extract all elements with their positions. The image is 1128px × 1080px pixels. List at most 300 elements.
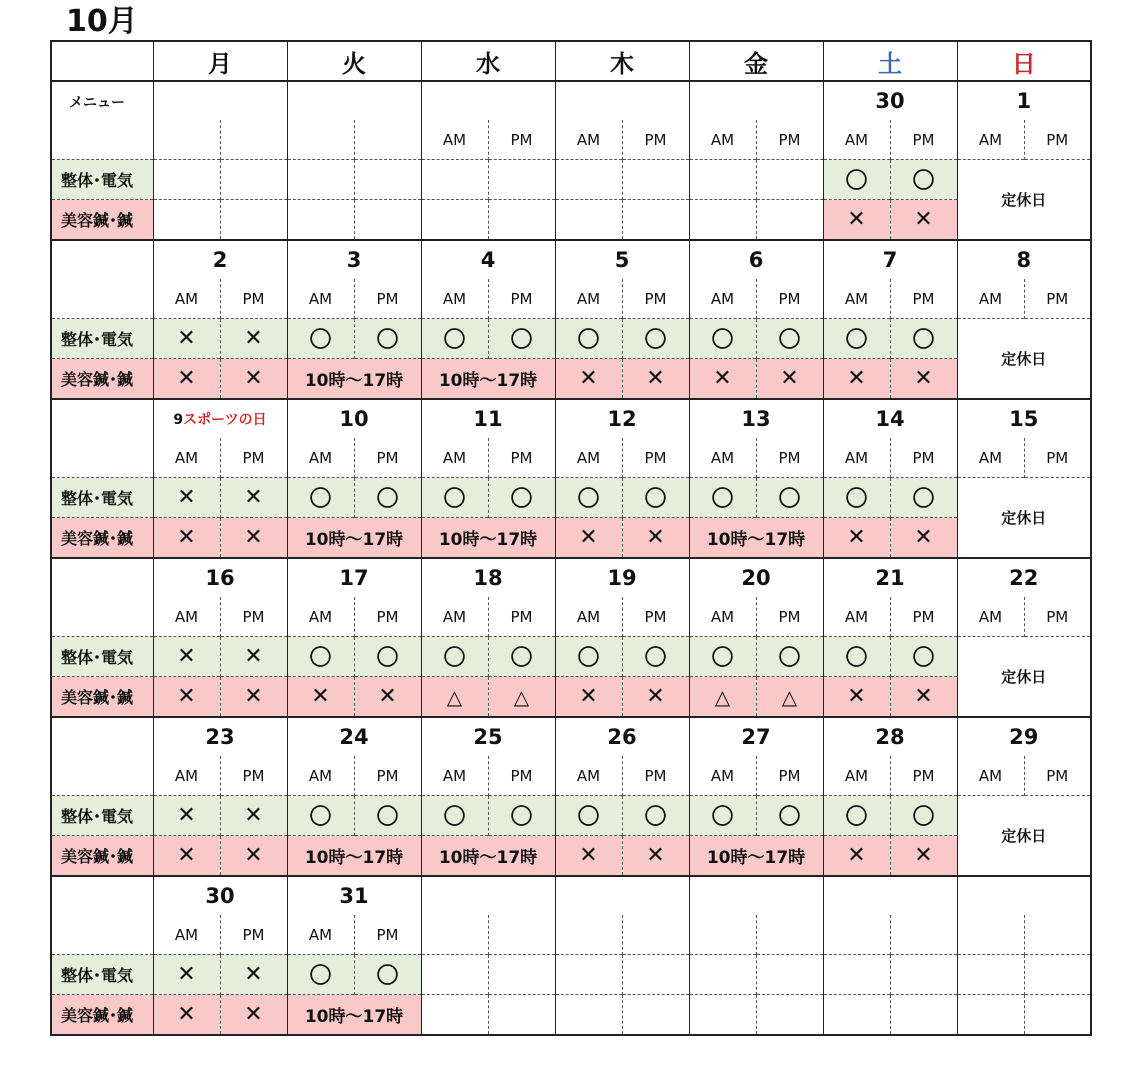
schedule-calendar: [50, 40, 1092, 1036]
menu-label-cell: メニュー: [51, 81, 153, 160]
availability-mark: △: [421, 677, 488, 718]
pm-label: PM: [220, 915, 287, 955]
availability-mark: ✕: [622, 836, 689, 877]
pm-label: [220, 120, 287, 160]
pm-label: [756, 915, 823, 955]
closed-day-cell: 定休日: [957, 319, 1091, 400]
date-cell: 29: [957, 717, 1091, 756]
availability-mark: ✕: [153, 359, 220, 400]
date-cell: 8: [957, 240, 1091, 279]
am-label: AM: [287, 597, 354, 637]
availability-mark: ✕: [220, 955, 287, 995]
date-cell: 20: [689, 558, 823, 597]
am-label: [421, 915, 488, 955]
availability-mark: ✕: [153, 995, 220, 1036]
service-label-seitai: 整体･電気: [51, 796, 153, 836]
service-label-seitai: 整体･電気: [51, 478, 153, 518]
am-label: AM: [689, 597, 756, 637]
service-label-biyoshin: 美容鍼･鍼: [51, 836, 153, 877]
am-label: AM: [287, 438, 354, 478]
hours-cell: 10時～17時: [421, 359, 555, 400]
am-label: AM: [555, 438, 622, 478]
empty-slot: [689, 200, 756, 241]
date-cell: [421, 81, 555, 120]
empty-slot: [555, 160, 622, 200]
weekday-header: 木: [555, 41, 689, 81]
availability-mark: ✕: [153, 836, 220, 877]
availability-mark: ✕: [823, 836, 890, 877]
empty-slot: [354, 160, 421, 200]
date-cell: 3: [287, 240, 421, 279]
availability-mark: △: [756, 677, 823, 718]
menu-label-cell: [51, 876, 153, 955]
am-label: AM: [823, 279, 890, 319]
pm-label: PM: [220, 756, 287, 796]
am-label: AM: [957, 756, 1024, 796]
am-label: AM: [153, 756, 220, 796]
weekday-header: 土: [823, 41, 957, 81]
date-cell: 27: [689, 717, 823, 756]
empty-slot: [622, 995, 689, 1036]
service-label-biyoshin: 美容鍼･鍼: [51, 677, 153, 718]
date-cell: 7: [823, 240, 957, 279]
availability-mark: 〇: [890, 796, 957, 836]
date-cell: 16: [153, 558, 287, 597]
am-label: AM: [421, 279, 488, 319]
am-label: AM: [153, 438, 220, 478]
availability-mark: ✕: [890, 200, 957, 241]
availability-mark: △: [488, 677, 555, 718]
pm-label: [1024, 915, 1091, 955]
closed-day-cell: 定休日: [957, 796, 1091, 877]
pm-label: PM: [890, 120, 957, 160]
am-label: [689, 915, 756, 955]
hours-cell: 10時～17時: [689, 836, 823, 877]
date-cell: [957, 876, 1091, 915]
pm-label: PM: [220, 438, 287, 478]
availability-mark: 〇: [756, 637, 823, 677]
date-cell: [689, 876, 823, 915]
page-title: 10月: [66, 4, 138, 39]
hours-cell: 10時～17時: [287, 359, 421, 400]
availability-mark: 〇: [890, 319, 957, 359]
pm-label: PM: [354, 279, 421, 319]
am-label: AM: [689, 756, 756, 796]
date-cell: 4: [421, 240, 555, 279]
availability-mark: 〇: [555, 796, 622, 836]
availability-mark: 〇: [823, 319, 890, 359]
availability-mark: 〇: [354, 955, 421, 995]
pm-label: PM: [488, 438, 555, 478]
pm-label: PM: [890, 279, 957, 319]
empty-slot: [555, 955, 622, 995]
empty-slot: [890, 955, 957, 995]
availability-mark: ✕: [823, 200, 890, 241]
pm-label: PM: [756, 438, 823, 478]
service-label-biyoshin: 美容鍼･鍼: [51, 359, 153, 400]
availability-mark: 〇: [287, 319, 354, 359]
pm-label: PM: [1024, 756, 1091, 796]
availability-mark: ✕: [153, 677, 220, 718]
availability-mark: ✕: [153, 637, 220, 677]
empty-slot: [421, 995, 488, 1036]
availability-mark: ✕: [220, 359, 287, 400]
pm-label: PM: [488, 756, 555, 796]
availability-mark: 〇: [354, 319, 421, 359]
pm-label: PM: [622, 279, 689, 319]
date-cell: [287, 81, 421, 120]
am-label: [957, 915, 1024, 955]
availability-mark: ✕: [555, 518, 622, 559]
availability-mark: △: [689, 677, 756, 718]
availability-mark: ✕: [622, 518, 689, 559]
empty-slot: [957, 955, 1024, 995]
menu-label-cell: [51, 558, 153, 637]
empty-slot: [220, 160, 287, 200]
date-cell: [823, 876, 957, 915]
pm-label: PM: [488, 120, 555, 160]
availability-mark: ✕: [890, 359, 957, 400]
am-label: AM: [957, 438, 1024, 478]
am-label: AM: [957, 597, 1024, 637]
date-cell: [421, 876, 555, 915]
empty-slot: [622, 160, 689, 200]
availability-mark: ✕: [689, 359, 756, 400]
pm-label: PM: [756, 597, 823, 637]
availability-mark: 〇: [622, 796, 689, 836]
availability-mark: ✕: [153, 518, 220, 559]
availability-mark: ✕: [555, 677, 622, 718]
date-cell: 5: [555, 240, 689, 279]
date-cell: 6: [689, 240, 823, 279]
am-label: AM: [287, 915, 354, 955]
weekday-header: 日: [957, 41, 1091, 81]
empty-slot: [220, 200, 287, 241]
empty-slot: [555, 200, 622, 241]
empty-slot: [153, 200, 220, 241]
availability-mark: 〇: [622, 478, 689, 518]
availability-mark: ✕: [354, 677, 421, 718]
empty-slot: [622, 200, 689, 241]
empty-slot: [1024, 955, 1091, 995]
date-cell: 24: [287, 717, 421, 756]
availability-mark: 〇: [689, 796, 756, 836]
date-cell: 11: [421, 399, 555, 438]
date-cell: [153, 81, 287, 120]
availability-mark: 〇: [689, 478, 756, 518]
availability-mark: ✕: [622, 359, 689, 400]
date-cell: 26: [555, 717, 689, 756]
am-label: AM: [421, 120, 488, 160]
am-label: AM: [957, 120, 1024, 160]
am-label: AM: [555, 756, 622, 796]
pm-label: PM: [354, 438, 421, 478]
empty-slot: [153, 160, 220, 200]
empty-slot: [689, 955, 756, 995]
am-label: AM: [823, 597, 890, 637]
am-label: AM: [287, 756, 354, 796]
date-cell: 30: [153, 876, 287, 915]
weekday-header: 月: [153, 41, 287, 81]
availability-mark: ✕: [823, 677, 890, 718]
date-number: 9: [173, 412, 184, 428]
pm-label: PM: [622, 597, 689, 637]
am-label: AM: [153, 915, 220, 955]
availability-mark: 〇: [890, 478, 957, 518]
availability-mark: ✕: [220, 836, 287, 877]
am-label: AM: [153, 597, 220, 637]
date-cell: [689, 81, 823, 120]
availability-mark: ✕: [622, 677, 689, 718]
availability-mark: 〇: [287, 478, 354, 518]
pm-label: PM: [488, 597, 555, 637]
hours-cell: 10時～17時: [287, 836, 421, 877]
pm-label: PM: [1024, 438, 1091, 478]
hours-cell: 10時～17時: [421, 518, 555, 559]
availability-mark: 〇: [756, 478, 823, 518]
availability-mark: ✕: [153, 478, 220, 518]
am-label: AM: [823, 120, 890, 160]
am-label: AM: [555, 279, 622, 319]
holiday-name: スポーツの日: [183, 412, 267, 428]
availability-mark: ✕: [153, 955, 220, 995]
service-label-seitai: 整体･電気: [51, 637, 153, 677]
pm-label: PM: [622, 120, 689, 160]
pm-label: PM: [890, 597, 957, 637]
closed-day-cell: 定休日: [957, 478, 1091, 559]
empty-slot: [488, 200, 555, 241]
date-cell: 28: [823, 717, 957, 756]
date-cell: 14: [823, 399, 957, 438]
menu-label-cell: [51, 240, 153, 319]
availability-mark: ✕: [287, 677, 354, 718]
availability-mark: 〇: [421, 319, 488, 359]
service-label-biyoshin: 美容鍼･鍼: [51, 200, 153, 241]
empty-slot: [756, 995, 823, 1036]
availability-mark: ✕: [823, 359, 890, 400]
hours-cell: 10時～17時: [421, 836, 555, 877]
pm-label: PM: [1024, 120, 1091, 160]
am-label: AM: [421, 597, 488, 637]
availability-mark: 〇: [488, 319, 555, 359]
am-label: AM: [689, 120, 756, 160]
availability-mark: 〇: [890, 160, 957, 200]
pm-label: [622, 915, 689, 955]
date-cell: 23: [153, 717, 287, 756]
availability-mark: 〇: [287, 955, 354, 995]
empty-slot: [622, 955, 689, 995]
pm-label: [488, 915, 555, 955]
service-label-seitai: 整体･電気: [51, 319, 153, 359]
availability-mark: 〇: [488, 796, 555, 836]
date-cell: 1: [957, 81, 1091, 120]
availability-mark: ✕: [555, 836, 622, 877]
empty-slot: [756, 200, 823, 241]
menu-label-cell: [51, 399, 153, 478]
availability-mark: 〇: [689, 637, 756, 677]
menu-label-cell: [51, 717, 153, 796]
date-cell: 22: [957, 558, 1091, 597]
empty-slot: [1024, 995, 1091, 1036]
availability-mark: 〇: [287, 796, 354, 836]
empty-slot: [421, 200, 488, 241]
service-label-biyoshin: 美容鍼･鍼: [51, 995, 153, 1036]
weekday-header: 水: [421, 41, 555, 81]
pm-label: PM: [488, 279, 555, 319]
date-cell: 2: [153, 240, 287, 279]
pm-label: PM: [354, 915, 421, 955]
weekday-header: 火: [287, 41, 421, 81]
pm-label: PM: [354, 597, 421, 637]
service-label-biyoshin: 美容鍼･鍼: [51, 518, 153, 559]
pm-label: [890, 915, 957, 955]
am-label: AM: [555, 597, 622, 637]
availability-mark: ✕: [220, 637, 287, 677]
am-label: [555, 915, 622, 955]
pm-label: PM: [890, 756, 957, 796]
am-label: [823, 915, 890, 955]
weekday-header: 金: [689, 41, 823, 81]
empty-slot: [354, 200, 421, 241]
am-label: AM: [823, 756, 890, 796]
date-cell: [555, 81, 689, 120]
am-label: AM: [689, 279, 756, 319]
closed-day-cell: 定休日: [957, 160, 1091, 241]
date-cell: 31: [287, 876, 421, 915]
availability-mark: 〇: [756, 796, 823, 836]
am-label: AM: [957, 279, 1024, 319]
date-cell: 13: [689, 399, 823, 438]
am-label: AM: [153, 279, 220, 319]
am-label: AM: [421, 756, 488, 796]
service-label-seitai: 整体･電気: [51, 955, 153, 995]
empty-slot: [488, 995, 555, 1036]
date-cell: 25: [421, 717, 555, 756]
empty-slot: [555, 995, 622, 1036]
am-label: [153, 120, 220, 160]
date-cell: 18: [421, 558, 555, 597]
availability-mark: 〇: [354, 796, 421, 836]
availability-mark: 〇: [890, 637, 957, 677]
availability-mark: 〇: [488, 637, 555, 677]
date-cell: 21: [823, 558, 957, 597]
am-label: AM: [555, 120, 622, 160]
pm-label: PM: [622, 438, 689, 478]
availability-mark: 〇: [823, 478, 890, 518]
availability-mark: 〇: [823, 637, 890, 677]
availability-mark: ✕: [220, 518, 287, 559]
pm-label: PM: [622, 756, 689, 796]
empty-slot: [689, 160, 756, 200]
pm-label: PM: [756, 279, 823, 319]
empty-slot: [488, 955, 555, 995]
date-cell: 17: [287, 558, 421, 597]
date-cell: [153, 399, 287, 438]
availability-mark: 〇: [622, 637, 689, 677]
date-cell: [555, 876, 689, 915]
availability-mark: ✕: [823, 518, 890, 559]
availability-mark: ✕: [220, 677, 287, 718]
availability-mark: 〇: [287, 637, 354, 677]
pm-label: PM: [890, 438, 957, 478]
hours-cell: 10時～17時: [689, 518, 823, 559]
empty-slot: [756, 955, 823, 995]
pm-label: PM: [220, 597, 287, 637]
availability-mark: ✕: [220, 478, 287, 518]
availability-mark: 〇: [421, 796, 488, 836]
closed-day-cell: 定休日: [957, 637, 1091, 718]
empty-slot: [823, 955, 890, 995]
empty-slot: [287, 160, 354, 200]
availability-mark: 〇: [555, 637, 622, 677]
pm-label: PM: [756, 120, 823, 160]
empty-slot: [890, 995, 957, 1036]
availability-mark: ✕: [220, 796, 287, 836]
availability-mark: ✕: [220, 319, 287, 359]
availability-mark: 〇: [823, 796, 890, 836]
am-label: AM: [823, 438, 890, 478]
availability-mark: ✕: [756, 359, 823, 400]
date-cell: 19: [555, 558, 689, 597]
empty-slot: [957, 995, 1024, 1036]
availability-mark: 〇: [689, 319, 756, 359]
availability-mark: ✕: [890, 518, 957, 559]
pm-label: PM: [1024, 279, 1091, 319]
empty-slot: [421, 955, 488, 995]
empty-slot: [823, 995, 890, 1036]
availability-mark: 〇: [354, 478, 421, 518]
am-label: [287, 120, 354, 160]
availability-mark: ✕: [890, 836, 957, 877]
availability-mark: ✕: [153, 796, 220, 836]
availability-mark: 〇: [354, 637, 421, 677]
empty-slot: [421, 160, 488, 200]
date-cell: 12: [555, 399, 689, 438]
availability-mark: ✕: [555, 359, 622, 400]
availability-mark: ✕: [890, 677, 957, 718]
date-cell: 30: [823, 81, 957, 120]
empty-slot: [756, 160, 823, 200]
availability-mark: ✕: [220, 995, 287, 1036]
availability-mark: 〇: [756, 319, 823, 359]
hours-cell: 10時～17時: [287, 995, 421, 1036]
empty-slot: [689, 995, 756, 1036]
pm-label: PM: [220, 279, 287, 319]
availability-mark: 〇: [622, 319, 689, 359]
pm-label: PM: [756, 756, 823, 796]
availability-mark: 〇: [421, 478, 488, 518]
date-cell: 15: [957, 399, 1091, 438]
am-label: AM: [689, 438, 756, 478]
pm-label: PM: [1024, 597, 1091, 637]
availability-mark: 〇: [823, 160, 890, 200]
pm-label: [354, 120, 421, 160]
availability-mark: 〇: [488, 478, 555, 518]
service-label-seitai: 整体･電気: [51, 160, 153, 200]
header-corner: [51, 41, 153, 81]
hours-cell: 10時～17時: [287, 518, 421, 559]
empty-slot: [287, 200, 354, 241]
availability-mark: 〇: [421, 637, 488, 677]
am-label: AM: [287, 279, 354, 319]
availability-mark: 〇: [555, 478, 622, 518]
availability-mark: 〇: [555, 319, 622, 359]
empty-slot: [488, 160, 555, 200]
availability-mark: ✕: [153, 319, 220, 359]
am-label: AM: [421, 438, 488, 478]
date-cell: 10: [287, 399, 421, 438]
pm-label: PM: [354, 756, 421, 796]
